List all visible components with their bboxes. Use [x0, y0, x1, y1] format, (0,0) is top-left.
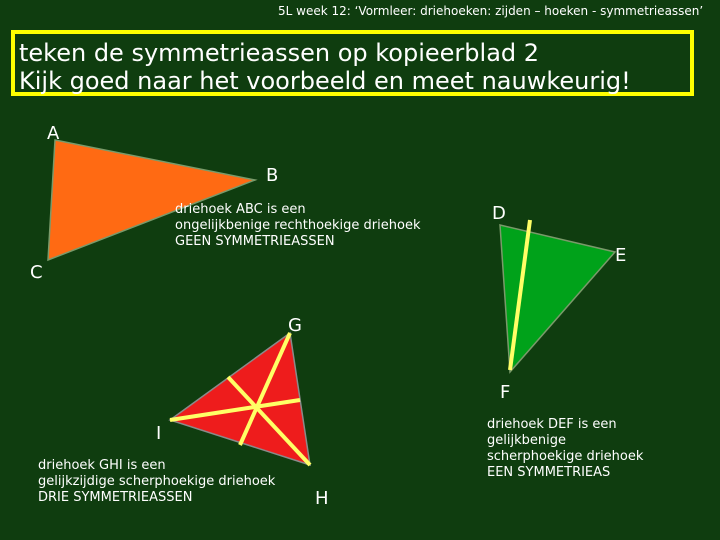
- vertex-label-b: B: [266, 165, 279, 186]
- triangle-def-description-line: driehoek DEF is een: [487, 417, 617, 432]
- triangle-def-description: [487, 417, 643, 481]
- vertex-label-g: G: [288, 315, 302, 336]
- vertex-label-a: A: [47, 123, 60, 144]
- triangle-ghi-description-line: driehoek GHI is een: [38, 458, 166, 473]
- vertex-label-d: D: [492, 203, 506, 224]
- instruction-line-2: Kijk goed naar het voorbeeld en meet nauwkeurig!: [19, 67, 631, 95]
- header-title: 5L week 12: ‘Vormleer: driehoeken: zijden – hoeken - symmetrieassen’: [278, 4, 704, 18]
- vertex-label-c: C: [30, 262, 43, 283]
- triangle-def-description-line: scherphoekige driehoek: [487, 449, 644, 464]
- triangle-ghi-description-line: DRIE SYMMETRIEASSEN: [38, 490, 193, 505]
- triangle-def-description-line: gelijkbenige: [487, 433, 566, 448]
- vertex-label-i: I: [156, 423, 162, 444]
- vertex-label-e: E: [615, 245, 627, 266]
- vertex-label-h: H: [315, 488, 329, 509]
- triangle-ghi-description-line: gelijkzijdige scherphoekige driehoek: [38, 474, 276, 489]
- triangle-def-description-line: EEN SYMMETRIEAS: [487, 465, 611, 480]
- triangle-ghi-description: [38, 458, 275, 506]
- triangle-abc-description-line: GEEN SYMMETRIEASSEN: [175, 234, 335, 249]
- instruction-line-1: teken de symmetrieassen op kopieerblad 2: [19, 39, 540, 67]
- triangle-abc-description-line: ongelijkbenige rechthoekige driehoek: [175, 218, 421, 233]
- triangle-abc-description-line: driehoek ABC is een: [175, 202, 306, 217]
- triangle-def: [500, 225, 615, 372]
- triangle-abc-description: [175, 202, 420, 250]
- vertex-label-f: F: [500, 382, 511, 403]
